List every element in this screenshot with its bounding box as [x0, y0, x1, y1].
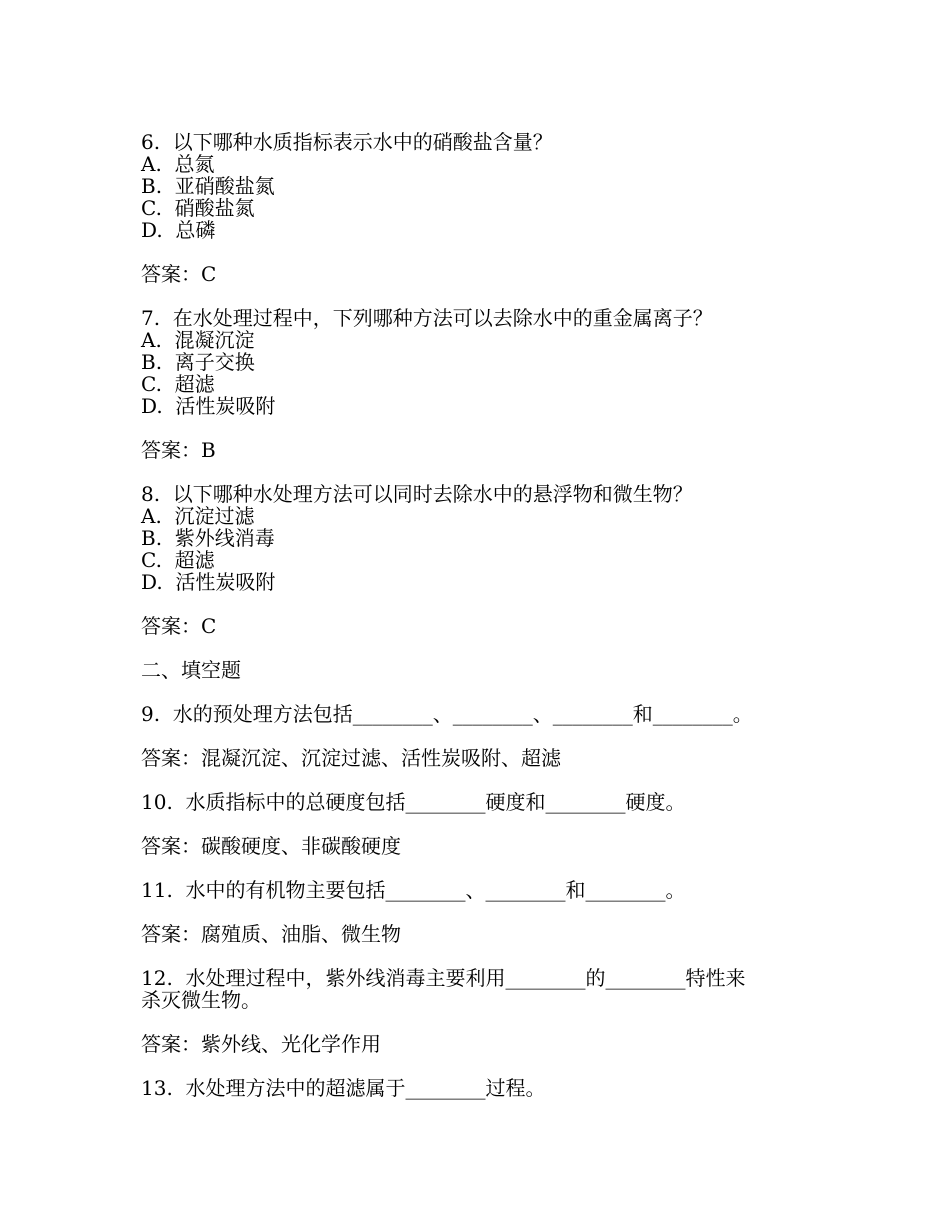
spacer: [141, 285, 831, 307]
spacer: [141, 769, 831, 791]
section-heading: 二、填空题: [141, 658, 241, 682]
spacer: [141, 1011, 831, 1033]
question-text: 8. 以下哪种水处理方法可以同时去除水中的悬浮物和微生物？: [141, 482, 693, 506]
answer: 答案：腐殖质、油脂、微生物: [141, 922, 401, 946]
answer: 答案：B: [141, 438, 216, 462]
question-11: [141, 879, 831, 945]
spacer: [141, 945, 831, 967]
spacer: [141, 901, 831, 923]
option-d: D. 活性炭吸附: [141, 394, 276, 418]
option-c: C. 超滤: [141, 548, 215, 572]
question-text: 11. 水中的有机物主要包括________、________和________。: [141, 878, 686, 902]
question-10: [141, 791, 831, 857]
spacer: [141, 417, 831, 439]
question-7: [141, 307, 831, 461]
question-text: 13. 水处理方法中的超滤属于________过程。: [141, 1076, 546, 1100]
option-c: C. 超滤: [141, 372, 215, 396]
option-a: A. 混凝沉淀: [141, 328, 255, 352]
option-b: B. 紫外线消毒: [141, 526, 275, 550]
question-text: 9. 水的预处理方法包括________、________、________和________。: [141, 702, 753, 726]
question-8: [141, 483, 831, 637]
option-b: B. 亚硝酸盐氮: [141, 174, 275, 198]
spacer: [141, 681, 831, 703]
spacer: [141, 637, 831, 659]
option-c: C. 硝酸盐氮: [141, 196, 255, 220]
question-13: [141, 1077, 831, 1099]
spacer: [141, 725, 831, 747]
spacer: [141, 241, 831, 263]
question-12: [141, 967, 831, 1055]
question-text: 6. 以下哪种水质指标表示水中的硝酸盐含量？: [141, 130, 553, 154]
document-page: [141, 131, 831, 1099]
question-text-line2: 杀灭微生物。: [141, 988, 261, 1012]
question-9: [141, 703, 831, 769]
question-text-line1: 12. 水处理过程中，紫外线消毒主要利用________的________特性来: [141, 966, 746, 990]
question-text: 10. 水质指标中的总硬度包括________硬度和________硬度。: [141, 790, 686, 814]
spacer: [141, 813, 831, 835]
question-6: [141, 131, 831, 285]
answer: 答案：混凝沉淀、沉淀过滤、活性炭吸附、超滤: [141, 746, 561, 770]
answer: 答案：碳酸硬度、非碳酸硬度: [141, 834, 401, 858]
answer: 答案：C: [141, 262, 217, 286]
spacer: [141, 1055, 831, 1077]
answer: 答案：紫外线、光化学作用: [141, 1032, 381, 1056]
option-a: A. 总氮: [141, 152, 215, 176]
option-a: A. 沉淀过滤: [141, 504, 255, 528]
option-d: D. 总磷: [141, 218, 216, 242]
spacer: [141, 857, 831, 879]
option-d: D. 活性炭吸附: [141, 570, 276, 594]
answer: 答案：C: [141, 614, 217, 638]
option-b: B. 离子交换: [141, 350, 255, 374]
spacer: [141, 461, 831, 483]
spacer: [141, 593, 831, 615]
question-text: 7. 在水处理过程中，下列哪种方法可以去除水中的重金属离子？: [141, 306, 713, 330]
